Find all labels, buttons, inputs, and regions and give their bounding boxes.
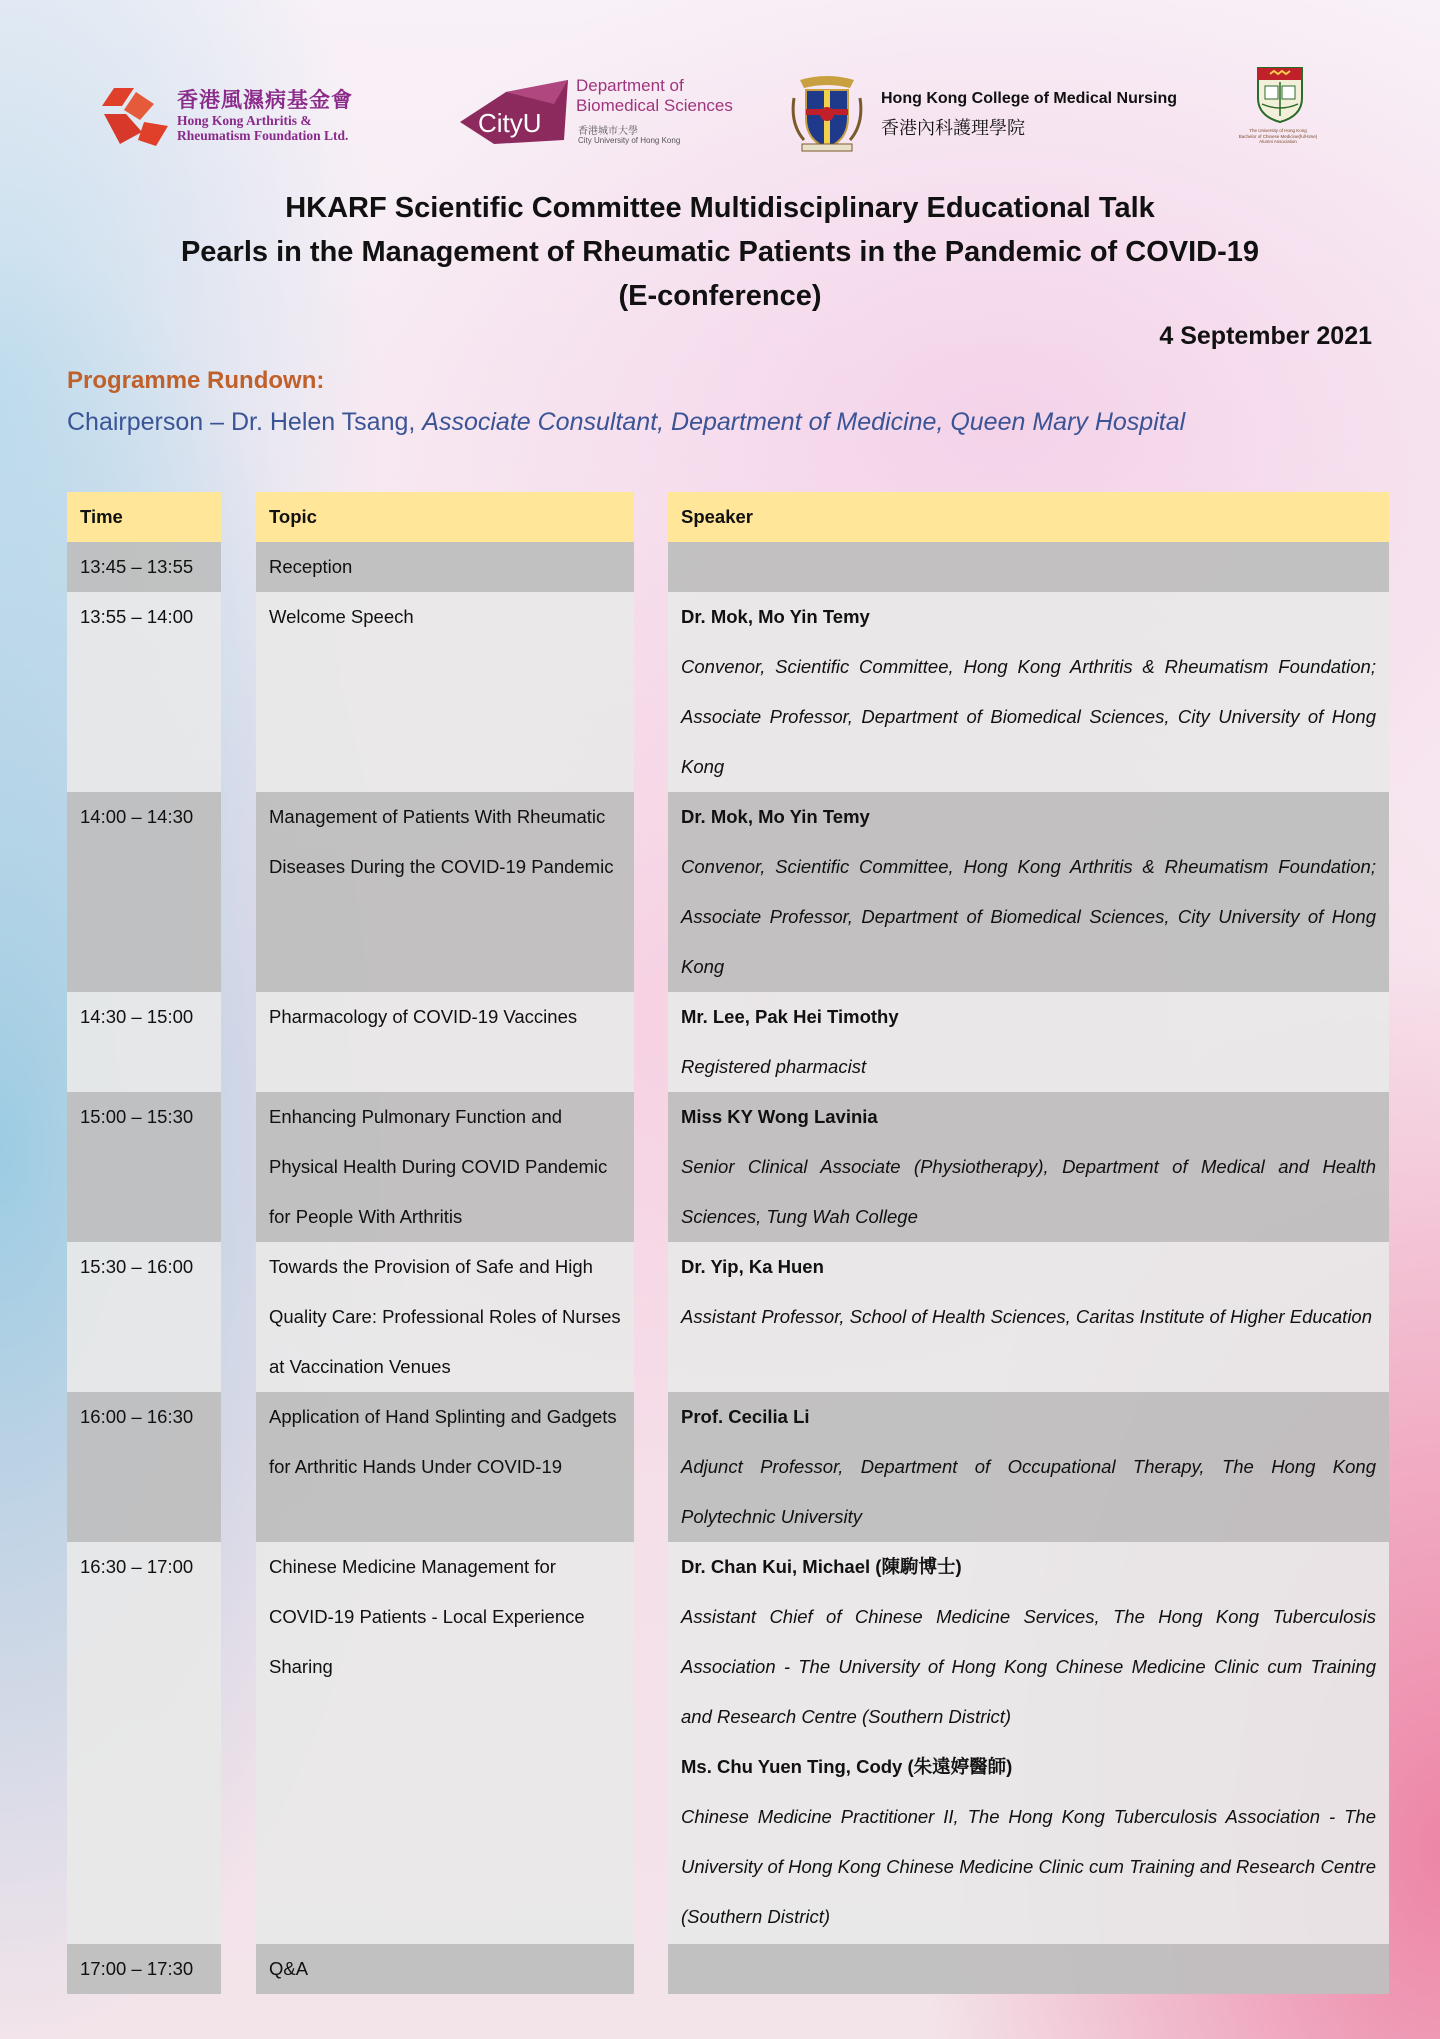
cityu-department: Department of Biomedical Sciences	[576, 76, 733, 115]
cityu-logo	[458, 74, 733, 154]
table-row	[0, 1242, 1440, 1392]
speaker-title: Convenor, Scientific Committee, Hong Kong Arthritis & Rheumatism Foundation; Associate Professor, Department of Biomedical Sciences, City University of Hong Kong	[681, 656, 1376, 777]
speaker-title: Assistant Professor, School of Health Sciences, Caritas Institute of Higher Education	[681, 1306, 1373, 1327]
table-row	[0, 1392, 1440, 1542]
row-time: 16:30 – 17:00	[67, 1542, 221, 1944]
chairperson-role: Associate Consultant, Department of Medicine, Queen Mary Hospital	[422, 408, 1186, 436]
cityu-wordmark: CityU	[478, 108, 542, 138]
speaker-title: Assistant Chief of Chinese Medicine Services, The Hong Kong Tuberculosis Association - The University of Hong Kong Chinese Medicine Clinic cum Training and Research Centre (Southern District)	[681, 1606, 1376, 1727]
cityu-logo-icon	[458, 74, 568, 149]
row-speaker	[668, 542, 1389, 592]
row-topic: Pharmacology of COVID-19 Vaccines	[256, 992, 634, 1092]
programme-table	[0, 492, 1440, 1994]
table-row	[0, 792, 1440, 992]
crest-icon	[790, 74, 864, 154]
row-time: 13:55 – 14:00	[67, 592, 221, 792]
event-date: 4 September 2021	[1159, 322, 1372, 350]
row-topic: Q&A	[256, 1944, 634, 1994]
speaker-name: Dr. Mok, Mo Yin Temy	[681, 806, 870, 827]
speaker-name: Dr. Yip, Ka Huen	[681, 1256, 824, 1277]
speaker-name: Miss KY Wong Lavinia	[681, 1106, 878, 1127]
hkarf-logo	[100, 80, 370, 150]
row-speaker	[668, 1542, 1389, 1944]
row-topic: Application of Hand Splinting and Gadgets for Arthritic Hands Under COVID-19	[256, 1392, 634, 1542]
row-topic: Reception	[256, 542, 634, 592]
speaker-title: Registered pharmacist	[681, 1056, 867, 1077]
row-speaker	[668, 792, 1389, 992]
speaker-name: Prof. Cecilia Li	[681, 1406, 810, 1427]
chairperson-name: Chairperson – Dr. Helen Tsang,	[67, 408, 423, 436]
hku-crest-icon	[1256, 66, 1304, 124]
row-time: 13:45 – 13:55	[67, 542, 221, 592]
speaker-name: Dr. Chan Kui, Michael (陳駒博士)	[681, 1556, 962, 1577]
chairperson-line	[67, 408, 1185, 437]
table-row	[0, 1542, 1440, 1944]
row-speaker	[668, 1242, 1389, 1392]
speaker-name: Dr. Mok, Mo Yin Temy	[681, 606, 870, 627]
speaker-title: Senior Clinical Associate (Physiotherapy), Department of Medical and Health Sciences, Tung Wah College	[681, 1156, 1376, 1227]
hkarf-chinese-name: 香港風濕病基金會	[177, 87, 353, 112]
row-speaker	[668, 1092, 1389, 1242]
hkarf-logo-icon	[100, 82, 170, 148]
cityu-chinese-name: 香港城市大學	[578, 126, 638, 137]
speaker-name: Mr. Lee, Pak Hei Timothy	[681, 1006, 899, 1027]
row-topic: Welcome Speech	[256, 592, 634, 792]
row-time: 15:30 – 16:00	[67, 1242, 221, 1392]
speaker-title: Convenor, Scientific Committee, Hong Kong Arthritis & Rheumatism Foundation; Associate Professor, Department of Biomedical Sciences, City University of Hong Kong	[681, 856, 1376, 977]
event-title	[0, 186, 1440, 318]
row-time: 15:00 – 15:30	[67, 1092, 221, 1242]
header-topic: Topic	[256, 492, 634, 542]
title-line-3: (E-conference)	[618, 280, 822, 312]
title-line-2: Pearls in the Management of Rheumatic Patients in the Pandemic of COVID-19	[180, 236, 1260, 268]
row-speaker	[668, 1944, 1389, 1994]
header-speaker: Speaker	[668, 492, 1389, 542]
table-row	[0, 992, 1440, 1092]
table-row	[0, 592, 1440, 792]
table-header-row	[0, 492, 1440, 542]
hkcmn-chinese-name: 香港內科護理學院	[881, 118, 1025, 138]
speaker-title: Adjunct Professor, Department of Occupational Therapy, The Hong Kong Polytechnic University	[681, 1456, 1376, 1527]
row-topic: Chinese Medicine Management for COVID-19 Patients - Local Experience Sharing	[256, 1542, 634, 1944]
row-topic: Towards the Provision of Safe and High Quality Care: Professional Roles of Nurses at Vaccination Venues	[256, 1242, 634, 1392]
row-time: 14:00 – 14:30	[67, 792, 221, 992]
row-time: 17:00 – 17:30	[67, 1944, 221, 1994]
table-row	[0, 1092, 1440, 1242]
table-row	[0, 542, 1440, 592]
row-speaker	[668, 592, 1389, 792]
row-speaker	[668, 1392, 1389, 1542]
cityu-english-name: City University of Hong Kong	[578, 136, 681, 145]
speaker-name: Ms. Chu Yuen Ting, Cody (朱遠婷醫師)	[681, 1756, 1013, 1777]
header-time: Time	[67, 492, 221, 542]
table-row	[0, 1944, 1440, 1994]
speaker-title: Chinese Medicine Practitioner II, The Hong Kong Tuberculosis Association - The University of Hong Kong Chinese Medicine Clinic cum Training and Research Centre (Southern District)	[681, 1806, 1376, 1927]
row-topic: Enhancing Pulmonary Function and Physical Health During COVID Pandemic for People With Arthritis	[256, 1092, 634, 1242]
programme-rundown-heading: Programme Rundown:	[67, 367, 325, 394]
row-topic: Management of Patients With Rheumatic Diseases During the COVID-19 Pandemic	[256, 792, 634, 992]
hku-alumni-caption: The University of Hong Kong Bachelor of Chinese Medicine(full-time) Alumni Association	[1238, 128, 1318, 144]
hkarf-english-name: Hong Kong Arthritis & Rheumatism Foundation Ltd.	[177, 113, 349, 143]
row-speaker	[668, 992, 1389, 1092]
title-line-1: HKARF Scientific Committee Multidisciplinary Educational Talk	[285, 192, 1155, 224]
hku-alumni-logo	[1236, 66, 1320, 162]
hkcmn-logo	[790, 74, 1210, 154]
row-time: 14:30 – 15:00	[67, 992, 221, 1092]
hkcmn-english-name: Hong Kong College of Medical Nursing	[881, 90, 1177, 107]
row-time: 16:00 – 16:30	[67, 1392, 221, 1542]
